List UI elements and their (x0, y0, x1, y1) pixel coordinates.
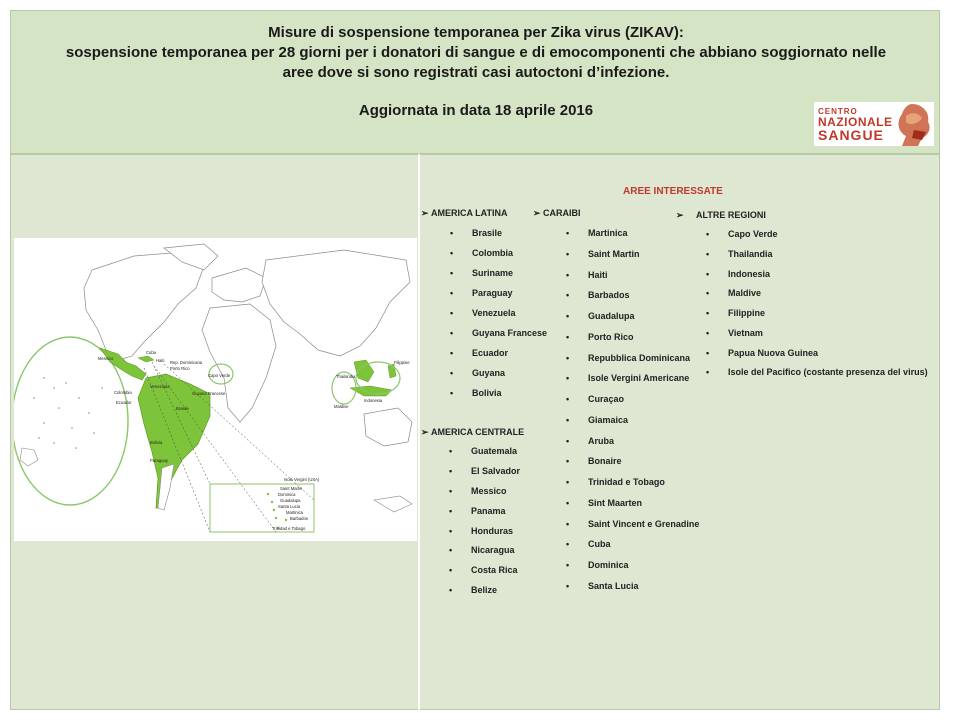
list-item: • Trinidad e Tobago (588, 472, 699, 493)
label-isole-vergini: Isole Vergini (USA) (284, 477, 320, 482)
list-item: • Paraguay (472, 283, 547, 303)
logo-line-1: CENTRO (818, 107, 858, 116)
label-porto-rico: Porto Rico (170, 366, 190, 371)
label-colombia: Colombia (114, 390, 132, 395)
list-item: • Aruba (588, 431, 699, 452)
header-text (11, 23, 941, 121)
label-guyana-francese: Guyana Francese (192, 391, 226, 396)
logo-figure-icon (892, 102, 934, 146)
australia-shape (364, 408, 412, 446)
logo-line-2: NAZIONALE (818, 115, 893, 129)
list-item: • Colombia (472, 243, 547, 263)
list-item: • Giamaica (588, 410, 699, 431)
list-item: • Guadalupa (588, 306, 699, 327)
logo-line-3: SANGUE (818, 127, 884, 143)
other-regions-list (676, 210, 928, 383)
africa-shape (202, 304, 276, 422)
label-bolivia: Bolivia (150, 440, 163, 445)
label-cuba: Cuba (146, 350, 157, 355)
europe-shape (212, 268, 266, 302)
list-item: • Saint Vincent e Grenadine (588, 514, 699, 535)
world-map (14, 238, 417, 541)
label-messico: Messico (98, 356, 114, 361)
affected-areas-title: AREE INTERESSATE (623, 186, 723, 197)
label-santa-lucia: Santa Lucia (278, 504, 301, 509)
list-item: • Guatemala (471, 442, 524, 462)
label-haiti: Haiti (156, 358, 165, 363)
label-filippine: Filippine (394, 360, 410, 365)
list-item: • Vietnam (728, 324, 928, 344)
list-item: • Nicaragua (471, 541, 524, 561)
title-line-1: Misure di sospensione temporanea per Zika virus (ZIKAV): (268, 24, 684, 41)
other-regions-heading: ➢ ALTRE REGIONI (676, 210, 928, 220)
list-item: • Panama (471, 502, 524, 522)
label-brasile: Brasile (176, 406, 189, 411)
list-item: • Messico (471, 482, 524, 502)
label-martinica: Martinica (286, 510, 303, 515)
list-item: • Santa Lucia (588, 576, 699, 597)
other-regions-items (728, 225, 928, 383)
list-item: • Bonaire (588, 451, 699, 472)
caribbean-heading: ➢ CARAIBI (533, 208, 699, 218)
list-item: • Venezuela (472, 303, 547, 323)
list-item: • Isole del Pacifico (costante presenza del virus) (728, 363, 928, 383)
list-item: • Suriname (472, 263, 547, 283)
label-saint-martin: Saint Martin (280, 486, 303, 491)
list-item: • Ecuador (472, 343, 547, 363)
latin-america-heading: ➢ AMERICA LATINA (421, 208, 547, 218)
latin-america-list (421, 208, 547, 403)
label-ecuador: Ecuador (116, 400, 132, 405)
list-item: • Costa Rica (471, 561, 524, 581)
list-item: • Capo Verde (728, 225, 928, 245)
label-barbados: Barbados (290, 516, 308, 521)
list-item: • Bolivia (472, 383, 547, 403)
list-item: • Repubblica Dominicana (588, 348, 699, 369)
label-paraguay: Paraguay (150, 458, 168, 463)
list-item: • Honduras (471, 522, 524, 542)
list-item: • Curaçao (588, 389, 699, 410)
title-line-3: aree dove si sono registrati casi autoctoni d’infezione. (282, 64, 670, 81)
label-thailandia: Thailandia (336, 374, 356, 379)
list-item: • Papua Nuova Guinea (728, 344, 928, 364)
column-divider (418, 154, 420, 710)
north-america-shape (84, 252, 204, 360)
cuba-shape (138, 356, 154, 362)
list-item: • Belize (471, 581, 524, 601)
central-america-list (421, 427, 524, 601)
list-item: • Isole Vergini Americane (588, 368, 699, 389)
update-date: Aggiornata in data 18 aprile 2016 (358, 102, 594, 119)
list-item: • Brasile (472, 223, 547, 243)
central-america-items (471, 442, 524, 601)
list-item: • Indonesia (728, 265, 928, 285)
label-indonesia: Indonesia (364, 398, 383, 403)
label-venezuela: Venezuela (150, 384, 170, 389)
tasmania-shape (374, 496, 412, 512)
list-item: • Haiti (588, 265, 699, 286)
list-item: • Porto Rico (588, 327, 699, 348)
list-item: • Maldive (728, 284, 928, 304)
list-item: • El Salvador (471, 462, 524, 482)
asia-shape (262, 250, 410, 356)
list-item: • Sint Maarten (588, 493, 699, 514)
label-rep-dominicana: Rep. Dominicana (170, 360, 203, 365)
list-item: • Guyana Francese (472, 323, 547, 343)
header-banner (10, 10, 940, 154)
label-guadalupa: Guadalupa (280, 498, 301, 503)
label-dominica: Dominica (278, 492, 296, 497)
list-item: • Martinica (588, 223, 699, 244)
list-item: • Filippine (728, 304, 928, 324)
label-trinidad-tobago: Trinidad e Tobago (272, 526, 306, 531)
list-item: • Saint Martin (588, 244, 699, 265)
list-item: • Barbados (588, 285, 699, 306)
list-item: • Guyana (472, 363, 547, 383)
centro-nazionale-sangue-logo (814, 102, 934, 146)
list-item: • Thailandia (728, 245, 928, 265)
world-map-svg (14, 238, 417, 541)
list-item: • Dominica (588, 555, 699, 576)
title-line-2: sospensione temporanea per 28 giorni per i donatori di sangue e di emocomponenti che abbiano soggiornato nelle (65, 44, 887, 61)
list-item: • Cuba (588, 534, 699, 555)
central-america-heading: ➢ AMERICA CENTRALE (421, 427, 524, 437)
caribbean-list (533, 208, 699, 597)
label-capo-verde: Capo Verde (208, 373, 231, 378)
label-maldive: Maldive (334, 404, 349, 409)
